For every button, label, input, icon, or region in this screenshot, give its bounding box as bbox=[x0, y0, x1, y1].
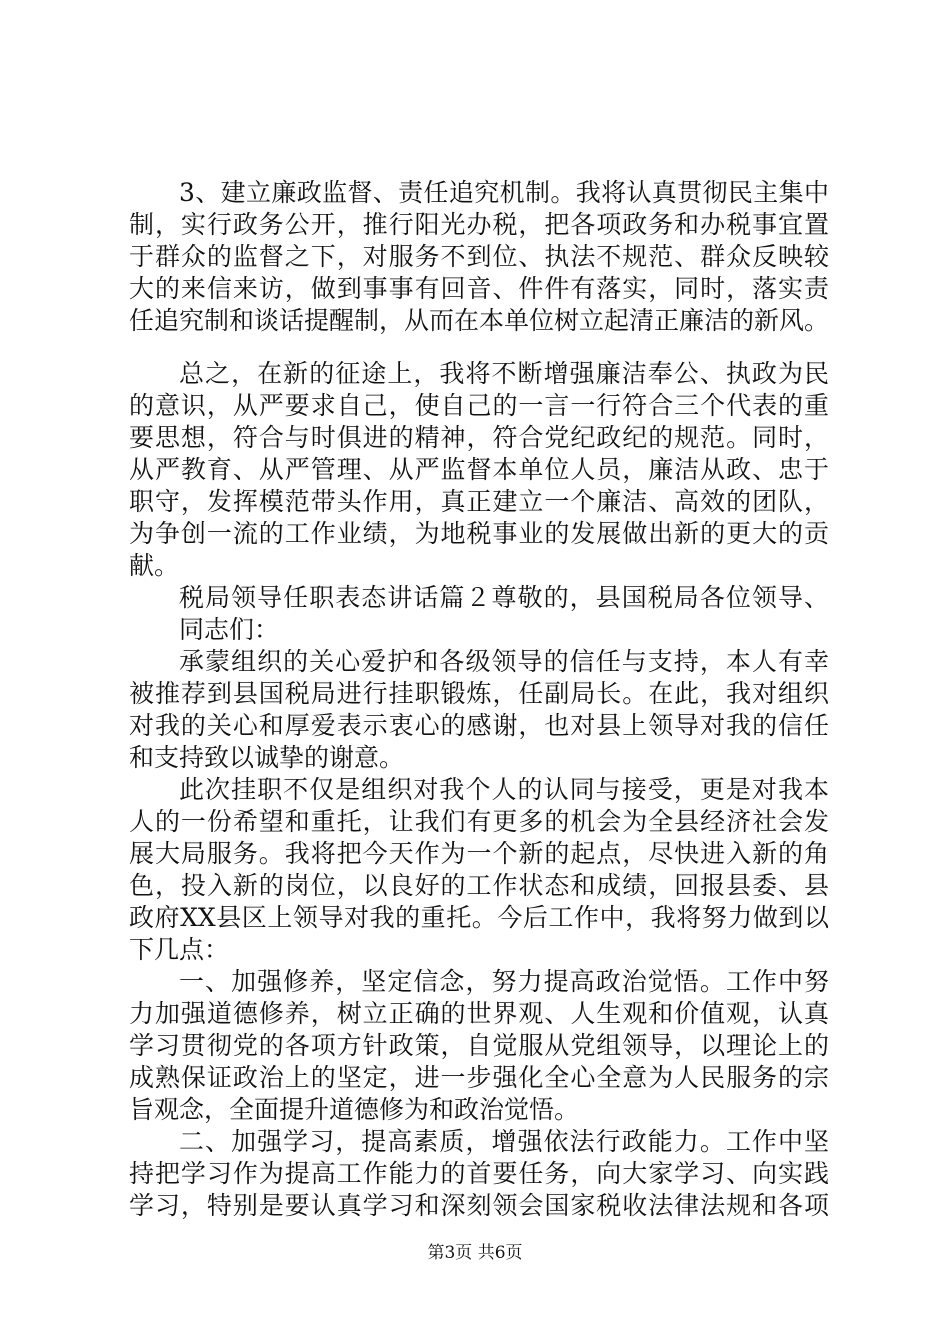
section-heading-line: 税局领导任职表态讲话篇２尊敬的，县国税局各位领导、 bbox=[179, 583, 829, 612]
paragraph-line: 力加强道德修养，树立正确的世界观、人生观和价值观，认真 bbox=[129, 999, 829, 1028]
paragraph-line: 被推荐到县国税局进行挂职锻炼，任副局长。在此，我对组织 bbox=[129, 679, 829, 708]
paragraph-line: 学习贯彻党的各项方针政策，自觉服从党组领导，以理论上的 bbox=[129, 1031, 829, 1060]
paragraph-line: 二、加强学习，提高素质，增强依法行政能力。工作中坚 bbox=[179, 1127, 829, 1156]
paragraph-line: 献。 bbox=[129, 551, 180, 580]
page-number-footer: 第3页 共6页 bbox=[427, 1243, 523, 1263]
paragraph-line: 为争创一流的工作业绩，为地税事业的发展做出新的更大的贡 bbox=[129, 519, 829, 548]
paragraph-line: 此次挂职不仅是组织对我个人的认同与接受，更是对我本 bbox=[179, 775, 829, 804]
paragraph-line: 色，投入新的岗位，以良好的工作状态和成绩，回报县委、县 bbox=[129, 871, 829, 900]
paragraph-line: 从严教育、从严管理、从严监督本单位人员，廉洁从政、忠于 bbox=[129, 455, 829, 484]
paragraph-line: 大的来信来访，做到事事有回音、件件有落实，同时，落实责 bbox=[129, 274, 829, 303]
paragraph-line: 旨观念，全面提升道德修为和政治觉悟。 bbox=[129, 1095, 580, 1124]
paragraph-line: 任追究制和谈话提醒制，从而在本单位树立起清正廉洁的新风。 bbox=[129, 306, 830, 335]
paragraph-line: 要思想，符合与时俱进的精神，符合党纪政纪的规范。同时， bbox=[129, 423, 829, 452]
paragraph-line: 承蒙组织的关心爱护和各级领导的信任与支持，本人有幸 bbox=[179, 647, 829, 676]
paragraph-line: 制，实行政务公开，推行阳光办税，把各项政务和办税事宜置 bbox=[129, 210, 829, 239]
paragraph-line: 于群众的监督之下，对服务不到位、执法不规范、群众反映较 bbox=[129, 242, 829, 271]
paragraph-line: 政府XX县区上领导对我的重托。今后工作中，我将努力做到以 bbox=[129, 903, 829, 932]
paragraph-line: 下几点： bbox=[129, 935, 230, 964]
salutation-line: 同志们： bbox=[179, 615, 280, 644]
paragraph-line: 学习，特别是要认真学习和深刻领会国家税收法律法规和各项 bbox=[129, 1191, 829, 1220]
paragraph-line: 的意识，从严要求自己，使自己的一言一行符合三个代表的重 bbox=[129, 391, 829, 420]
paragraph-line: 职守，发挥模范带头作用，真正建立一个廉洁、高效的团队， bbox=[129, 487, 829, 516]
paragraph-line: 总之，在新的征途上，我将不断增强廉洁奉公、执政为民 bbox=[179, 359, 829, 388]
paragraph-line: 成熟保证政治上的坚定，进一步强化全心全意为人民服务的宗 bbox=[129, 1063, 829, 1092]
paragraph-line: 3、建立廉政监督、责任追究机制。我将认真贯彻民主集中 bbox=[179, 178, 829, 207]
paragraph-line: 人的一份希望和重托，让我们有更多的机会为全县经济社会发 bbox=[129, 807, 829, 836]
paragraph-line: 和支持致以诚挚的谢意。 bbox=[129, 743, 405, 772]
paragraph-line: 展大局服务。我将把今天作为一个新的起点，尽快进入新的角 bbox=[129, 839, 829, 868]
paragraph-line: 持把学习作为提高工作能力的首要任务，向大家学习、向实践 bbox=[129, 1159, 829, 1188]
paragraph-line: 一、加强修养，坚定信念，努力提高政治觉悟。工作中努 bbox=[179, 967, 829, 996]
paragraph-line: 对我的关心和厚爱表示衷心的感谢，也对县上领导对我的信任 bbox=[129, 711, 829, 740]
